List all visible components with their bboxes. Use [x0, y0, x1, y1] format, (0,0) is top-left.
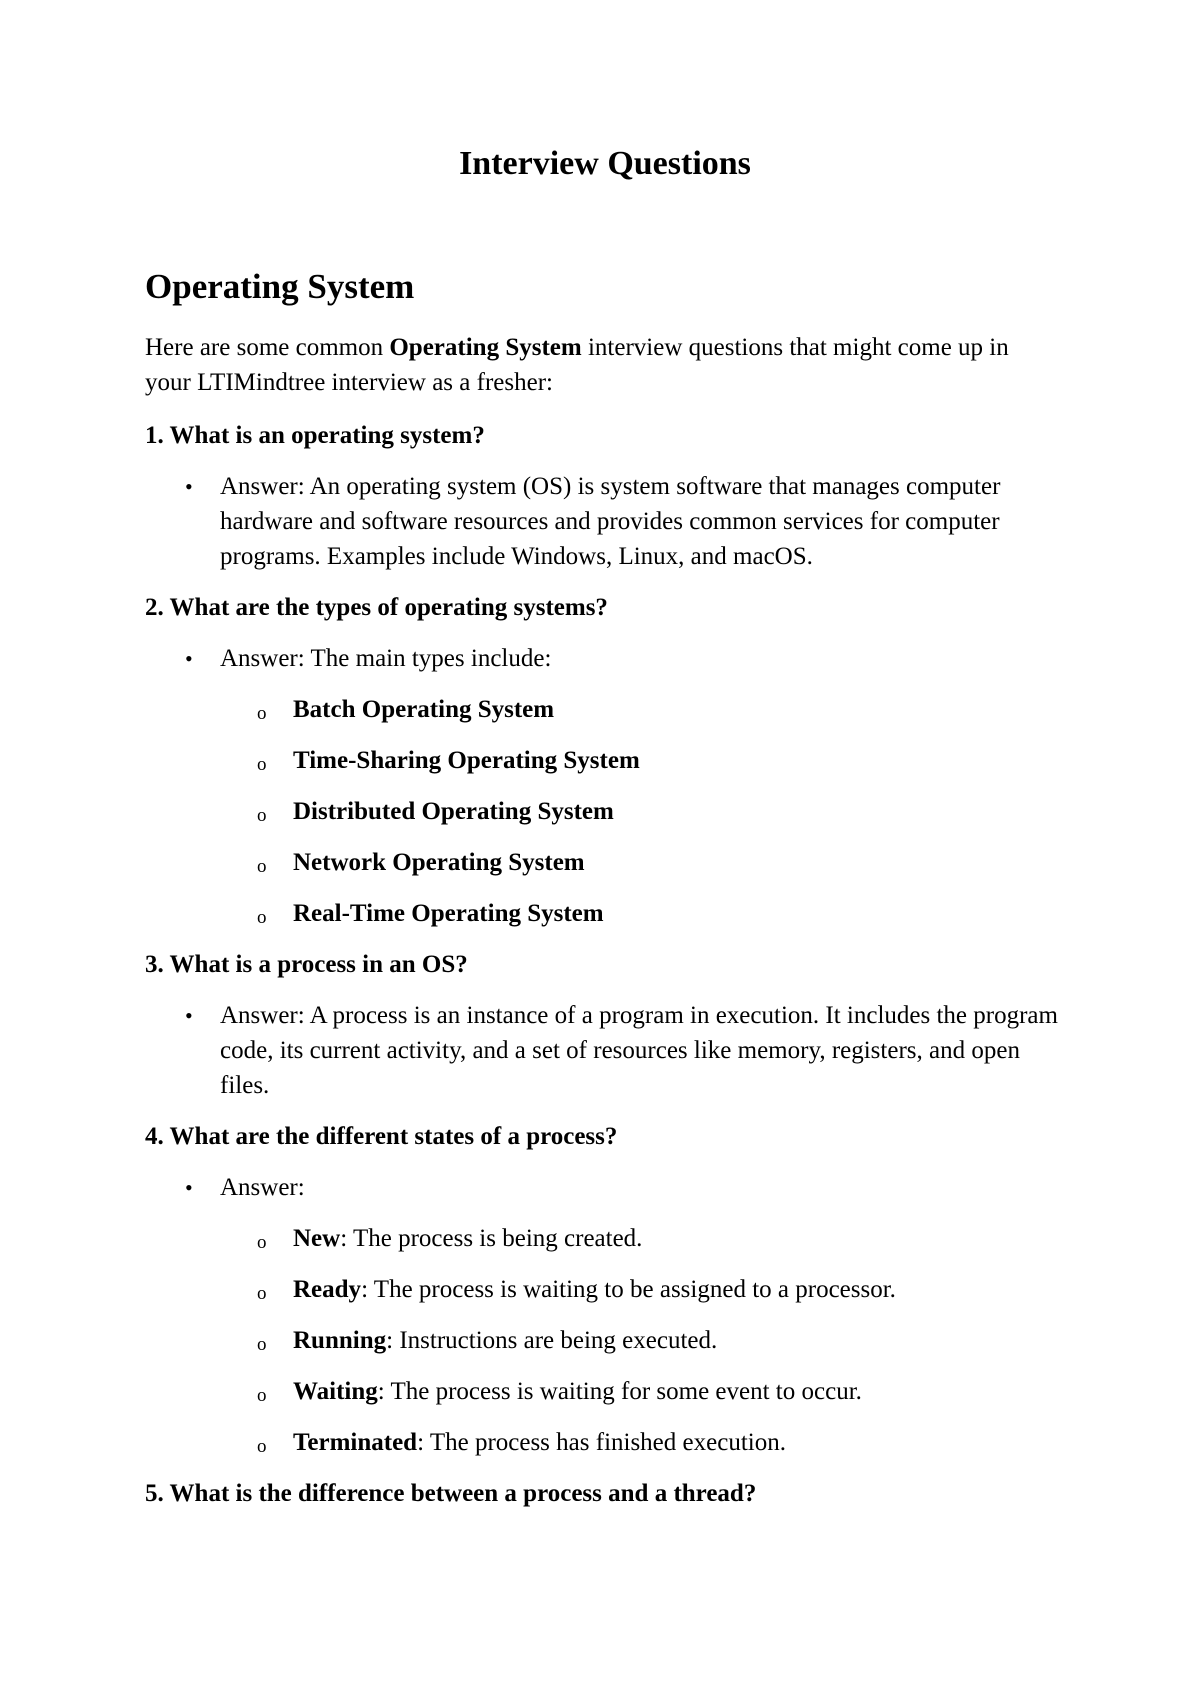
intro-text-before: Here are some common — [145, 334, 390, 361]
os-type-label: Distributed Operating System — [293, 798, 614, 825]
sub-marker: o — [257, 754, 267, 775]
answer-3 — [145, 998, 1060, 1103]
answer-3-text: Answer: A process is an instance of a program in execution. It includes the program code, its current activity, and a set of resources like memory, registers, and open files. — [220, 1002, 1058, 1099]
intro-paragraph — [145, 330, 1045, 400]
sub-marker: o — [257, 805, 267, 826]
sub-marker: o — [257, 703, 267, 724]
os-type-item — [145, 743, 1053, 778]
bullet-marker: • — [185, 1175, 193, 1200]
question-list — [145, 418, 1065, 1527]
answer-1-text: Answer: An operating system (OS) is system software that manages computer hardware and software resources and provides common services for computer programs. Examples include Windows, Linux, and macOS. — [220, 473, 1001, 570]
document-title: Interview Questions — [459, 145, 751, 182]
sub-marker: o — [257, 1232, 267, 1253]
process-state-term: Waiting — [293, 1378, 378, 1405]
bullet-marker: • — [185, 1003, 193, 1028]
section-heading: Operating System — [145, 267, 415, 306]
question-4: 4. What are the different states of a process? — [145, 1123, 618, 1150]
sub-marker: o — [257, 907, 267, 928]
process-state-item — [145, 1272, 1053, 1307]
question-2: 2. What are the types of operating systems? — [145, 594, 608, 621]
os-type-label: Network Operating System — [293, 849, 585, 876]
os-type-item — [145, 896, 1053, 931]
bullet-marker: • — [185, 646, 193, 671]
bullet-marker: • — [185, 474, 193, 499]
sub-marker: o — [257, 856, 267, 877]
process-state-desc: : The process is waiting for some event to occur. — [377, 1378, 862, 1405]
process-state-item — [145, 1221, 1053, 1256]
process-state-term: Running — [293, 1327, 387, 1354]
intro-text-after: interview questions that might come up in your LTIMindtree interview as a fresher: — [145, 334, 1009, 396]
os-type-label: Batch Operating System — [293, 696, 555, 723]
process-state-term: Terminated — [293, 1429, 418, 1456]
sub-marker: o — [257, 1385, 267, 1406]
answer-4-text: Answer: — [220, 1174, 305, 1201]
process-state-item — [145, 1374, 1053, 1409]
os-type-label: Real-Time Operating System — [293, 900, 604, 927]
os-type-label: Time-Sharing Operating System — [293, 747, 640, 774]
process-state-desc: : Instructions are being executed. — [386, 1327, 718, 1354]
process-state-term: Ready — [293, 1276, 362, 1303]
process-state-desc: : The process is being created. — [340, 1225, 643, 1252]
sub-marker: o — [257, 1283, 267, 1304]
answer-1 — [145, 469, 1060, 574]
question-5: 5. What is the difference between a process and a thread? — [145, 1480, 757, 1507]
process-state-desc: : The process has finished execution. — [417, 1429, 786, 1456]
os-type-item — [145, 794, 1053, 829]
answer-2 — [145, 641, 1060, 676]
process-state-term: New — [293, 1225, 341, 1252]
question-3: 3. What is a process in an OS? — [145, 951, 468, 978]
os-type-item — [145, 845, 1053, 880]
process-state-item — [145, 1323, 1053, 1358]
answer-4 — [145, 1170, 1060, 1205]
os-type-item — [145, 692, 1053, 727]
answer-2-text: Answer: The main types include: — [220, 645, 552, 672]
process-state-item — [145, 1425, 1053, 1460]
process-state-desc: : The process is waiting to be assigned to a processor. — [361, 1276, 896, 1303]
intro-text-bold: Operating System — [389, 334, 582, 361]
sub-marker: o — [257, 1334, 267, 1355]
sub-marker: o — [257, 1436, 267, 1457]
question-1: 1. What is an operating system? — [145, 422, 485, 449]
